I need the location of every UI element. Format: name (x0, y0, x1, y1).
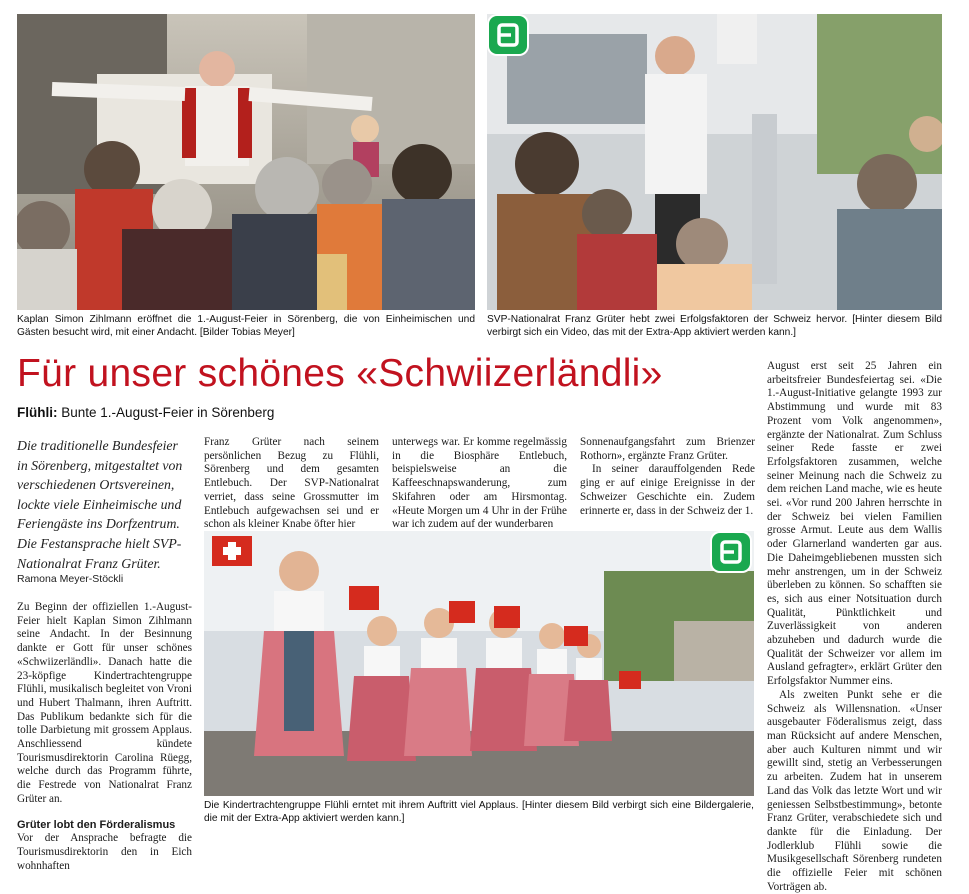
caption-gruter: SVP-Nationalrat Franz Grüter hebt zwei Erfolgsfaktoren der Schweiz hervor. [Hinter diesem Bild verbirgt sich ein Video, das mit der Extra-App aktiviert werden kann.] (487, 314, 942, 338)
article-lead: Die traditionelle Bundesfeier in Sörenberg, mitgestaltet von verschiedenen Ortsvereinen, lockte viele Einheimische und Feriengäste ins Dorfzentrum. Die Festansprache hielt SVP-Nationalrat Franz Grüter. (17, 438, 183, 571)
caption-andacht: Kaplan Simon Zihlmann eröffnet die 1.-August-Feier in Sörenberg, die von Einheimischen und Gästen besucht wird, mit einer Andacht. [Bilder Tobias Meyer] (17, 314, 475, 338)
photo-andacht-image (17, 14, 475, 310)
article-headline: Für unser schönes «Schwiizerländli» (17, 352, 663, 395)
extra-app-badge-icon[interactable] (712, 533, 750, 571)
photo-gruter (487, 14, 942, 310)
column-4 (580, 436, 755, 518)
subtitle-text: Bunte 1.-August-Feier in Sörenberg (61, 405, 275, 420)
col4-paragraph-2: In seiner darauffolgenden Rede ging er auf einige Ereignisse in der Schweizer Geschichte ein. Zudem erinnerte er, dass in der Schweiz der 1. (580, 463, 755, 517)
col5-paragraph-2: Als zweiten Punkt sehe er die Schweiz als Willensnation. «Unser ausgebauter Föderalismus zeigt, dass man Rücksicht auf andere Menschen, aber auch Kulturen nimmt und wir gewillt sind, stetig an Verbesserungen zu arbeiten. Zudem hat in unserem Land das Volk das letzte Wort und wir geniessen Selbstbestimmung», betonte Franz Grüter, verabschiedete sich und dankte für die Einladung. Der Jodlerklub Flühli sowie die Musikgesellschaft Sörenberg rundeten die offizielle Feier mit schönen Vorträgen ab. (767, 688, 942, 893)
photo-gruter-image (487, 14, 942, 310)
caption-kinder: Die Kindertrachtengruppe Flühli erntet mit ihrem Auftritt viel Applaus. [Hinter diesem Bild verbirgt sich eine Bildergalerie, die mit der Extra-App aktiviert werden kann.] (204, 800, 754, 824)
column-5 (767, 360, 942, 894)
swiss-flag-icon (212, 536, 252, 566)
dateline: Flühli: (17, 405, 58, 420)
photo-kinder-image (204, 531, 754, 796)
article-subtitle (17, 405, 274, 420)
col1-paragraph-1: Zu Beginn der offiziellen 1.-August-Feier hielt Kaplan Simon Zihlmann seine Andacht. In der Besinnung dankte er Gott für unser schönes «Schwiizerländli». Danach hatte die 23-köpfige Kindertrachtengruppe Flühli, musikalisch begleitet von Vroni und Hubert Thalmann, ihren Auftritt. Das Publikum bedankte sich für die tolle Darbietung mit grossem Applaus. Anschliessend kündete Tourismusdirektorin Carolina Rüegg, welche durch das Programm führte, die Festrede von Nationalrat Franz Grüter an. (17, 601, 192, 805)
col3-paragraph: unterwegs war. Er komme regelmässig in die Biosphäre Entlebuch, beispielsweise an die Kaffeeschnapswanderung, zum Skifahren oder am Hirsmontag. «Heute Morgen um 4 Uhr in der Frühe war ich zudem auf der wunderbaren (392, 436, 567, 531)
column-3 (392, 436, 567, 532)
photo-andacht (17, 14, 475, 310)
extra-app-badge-icon[interactable] (489, 16, 527, 54)
col1-paragraph-2: Vor der Ansprache befragte die Tourismusdirektorin den in Eich wohnhaften (17, 832, 192, 872)
col2-paragraph: Franz Grüter nach seinem persönlichen Bezug zu Flühli, Sörenberg und dem gesamten Entlebuch. Der SVP-Nationalrat verriet, dass seine Grossmutter im Entlebuch aufgewachsen sei und er schon als kleiner Knabe öfter hier (204, 436, 379, 531)
photo-kindertrachtengruppe (204, 531, 754, 796)
col5-paragraph-1: August erst seit 25 Jahren ein arbeitsfreier Bundesfeiertag sei. «Die 1.-August-Initiative gelangte 1993 zur Abstimmung und wurde mit 83 Prozent vom Volk angenommen», ergänzte der Nationalrat. Zum Schluss seiner Rede fasste er zwei Erfolgsfaktoren zusammen, welche seiner Meinung nach die Schweiz zu dem reichen Land mache, wie es heute sei. «Vor rund 200 Jahren herrschte in der Schweiz bei vielen Familien grosse Armut. Leute aus dem Wallis oder Glarnerland wanderten gar aus. Die Daheimgebliebenen mussten sich mehr anstrengen, um in der Schweiz überleben zu können. So schafften sie es, sich aus einer Notsituation durch Qualität, Pünktlichkeit und Zuverlässigkeit von anderen abzuheben und dadurch wurde die Qualität der Schweizer vor allem im Ausland gefragter», erklärt Grüter den Erfolgsfaktor Nummer eins. (767, 360, 942, 688)
article-author: Ramona Meyer-Stöckli (17, 573, 124, 585)
col4-paragraph-1: Sonnenaufgangsfahrt zum Brienzer Rothorn», ergänzte Franz Grüter. (580, 436, 755, 462)
column-1 (17, 601, 192, 873)
column-2 (204, 436, 379, 532)
col1-subhead: Grüter lobt den Förderalismus (17, 818, 176, 831)
